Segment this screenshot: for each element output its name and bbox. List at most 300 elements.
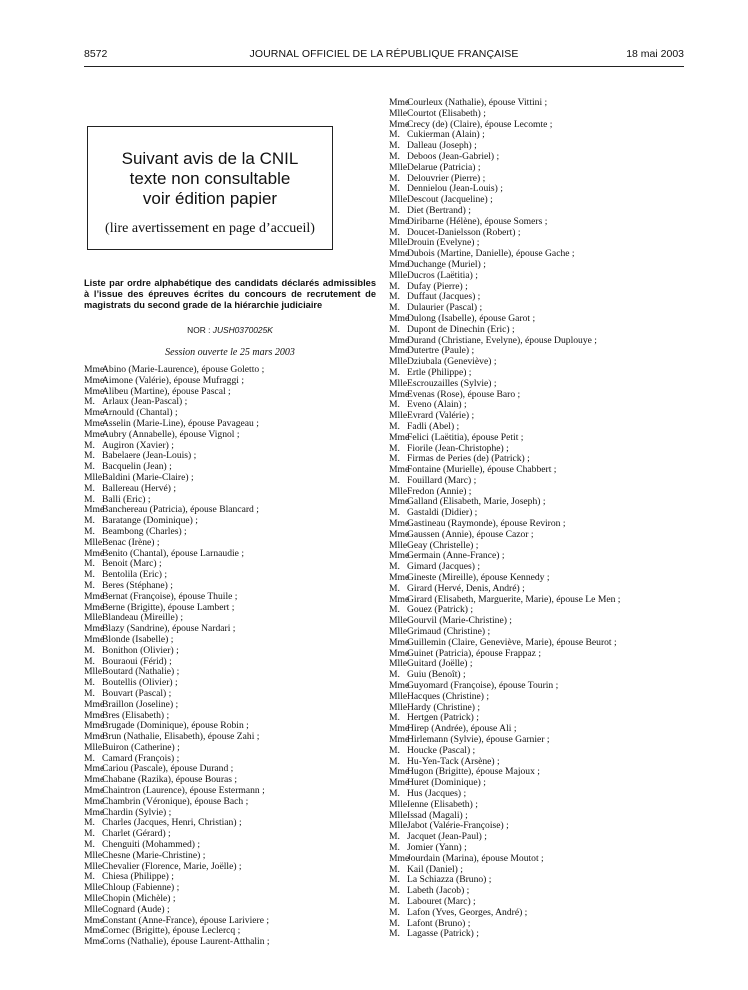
candidate-name: Hertgen (Patrick) ; [407, 712, 479, 724]
candidate-name: Hugon (Brigitte), épouse Majoux ; [407, 766, 540, 778]
candidate-title: Mlle [389, 701, 408, 713]
candidate-title: Mme [389, 647, 410, 659]
candidate-title: M. [84, 871, 95, 883]
candidate-name: La Schiazza (Bruno) ; [407, 874, 492, 886]
candidate-name: Gastaldi (Didier) ; [407, 507, 478, 519]
candidate-name: Cariou (Pascale), épouse Durand ; [102, 763, 234, 775]
candidate-name: Guyomard (Françoise), épouse Tourin ; [407, 680, 559, 692]
candidate-name: Evrard (Valérie) ; [407, 410, 475, 422]
candidate-name: Dufay (Pierre) ; [407, 280, 468, 292]
list-item [84, 646, 376, 657]
candidate-name: Bonithon (Olivier) ; [102, 644, 179, 656]
list-item [389, 746, 689, 757]
candidate-title: Mme [84, 785, 105, 797]
candidate-title: Mlle [389, 615, 408, 627]
candidate-title: M. [389, 399, 400, 411]
candidate-title: M. [84, 579, 95, 591]
candidate-name: Geay (Christelle) ; [407, 539, 479, 551]
candidate-name: Dalleau (Joseph) ; [407, 140, 477, 152]
candidate-title: M. [389, 885, 400, 897]
candidate-name: Bernat (Françoise), épouse Thuile ; [102, 590, 238, 602]
candidate-name: Hirep (Andrée), épouse Ali ; [407, 723, 517, 735]
candidate-title: Mme [389, 312, 410, 324]
candidate-name: Chesne (Marie-Christine) ; [102, 849, 206, 861]
candidate-name: Jabot (Valérie-Françoise) ; [407, 820, 509, 832]
list-item [84, 538, 376, 549]
candidate-title: Mme [84, 709, 105, 721]
candidate-title: Mme [389, 258, 410, 270]
session-line: Session ouverte le 25 mars 2003 [165, 347, 295, 358]
candidate-name: Cognard (Aude) ; [102, 903, 170, 915]
candidate-title: M. [389, 561, 400, 573]
candidate-title: M. [84, 450, 95, 462]
candidate-name: Jacquet (Jean-Paul) ; [407, 831, 487, 843]
candidate-name: Fredon (Annie) ; [407, 485, 472, 497]
candidate-title: Mlle [389, 410, 408, 422]
candidate-name: Gouez (Patrick) ; [407, 604, 474, 616]
candidate-title: Mlle [389, 809, 408, 821]
candidate-name: Bentolila (Eric) ; [102, 569, 168, 581]
candidate-name: Chopin (Michèle) ; [102, 893, 176, 905]
candidate-title: Mlle [389, 356, 408, 368]
page-number: 8572 [84, 48, 108, 60]
candidate-name: Balli (Eric) ; [102, 493, 151, 505]
candidate-name: Chenguiti (Mohammed) ; [102, 839, 201, 851]
candidate-name: Lafon (Yves, Georges, André) ; [407, 906, 528, 918]
candidate-name: Fadli (Abel) ; [407, 420, 460, 432]
candidate-name: Beres (Stéphane) ; [102, 579, 173, 591]
candidate-name: Chambrin (Véronique), épouse Bach ; [102, 795, 249, 807]
candidate-title: M. [389, 788, 400, 799]
candidate-title: Mme [84, 601, 105, 613]
candidate-name: Baldini (Marie-Claire) ; [102, 471, 194, 483]
candidate-name: Brun (Nathalie, Elisabeth), épouse Zahi ; [102, 731, 260, 743]
candidate-title: Mme [84, 925, 105, 937]
candidate-title: Mlle [389, 798, 408, 810]
candidate-title: M. [389, 129, 400, 141]
candidate-name: Grimaud (Christine) ; [407, 626, 491, 638]
candidate-name: Jomier (Yann) ; [407, 841, 467, 853]
candidate-name: Chiesa (Philippe) ; [102, 871, 174, 883]
candidate-name: Ballereau (Hervé) ; [102, 482, 177, 494]
candidate-title: Mme [84, 914, 105, 926]
candidates-right-column [389, 98, 689, 940]
candidate-title: Mlle [389, 658, 408, 670]
candidate-title: Mme [84, 417, 105, 429]
candidate-title: M. [389, 831, 400, 843]
nor-label: NOR : [187, 325, 211, 335]
candidate-title: Mme [84, 623, 105, 635]
candidate-title: M. [389, 928, 400, 940]
candidate-name: Hus (Jacques) ; [407, 788, 467, 799]
candidate-name: Brugade (Dominique), épouse Robin ; [102, 720, 249, 732]
candidate-title: Mme [84, 774, 105, 786]
candidate-name: Corns (Nathalie), épouse Laurent-Atthalin ; [102, 936, 270, 948]
candidate-title: M. [84, 439, 95, 451]
candidate-name: Durand (Christiane, Evelyne), épouse Duplouye ; [407, 334, 597, 346]
candidate-name: Augiron (Xavier) ; [102, 439, 174, 451]
candidate-name: Benito (Chantal), épouse Larnaudie ; [102, 547, 244, 559]
candidate-name: Felici (Laëtitia), épouse Petit ; [407, 431, 524, 443]
header-rule [84, 66, 684, 67]
candidate-name: Dziubala (Geneviève) ; [407, 356, 497, 368]
publication-date: 18 mai 2003 [626, 48, 684, 60]
candidate-name: Gastineau (Raymonde), épouse Reviron ; [407, 518, 566, 530]
candidate-title: Mlle [389, 690, 408, 702]
candidate-name: Babelaere (Jean-Louis) ; [102, 450, 197, 462]
candidate-name: Arnould (Chantal) ; [102, 407, 178, 419]
candidate-name: Hardy (Christine) ; [407, 701, 481, 713]
list-item [84, 376, 376, 387]
candidate-title: M. [84, 655, 95, 667]
list-item [84, 430, 376, 441]
cnil-notice-box [87, 126, 333, 250]
candidate-name: Asselin (Marie-Line), épouse Pavageau ; [102, 417, 259, 429]
candidate-name: Courleux (Nathalie), épouse Vittini ; [407, 97, 548, 108]
candidate-name: Boutard (Nathalie) ; [102, 666, 180, 678]
candidate-title: M. [84, 644, 95, 656]
journal-title: JOURNAL OFFICIEL DE LA RÉPUBLIQUE FRANÇAISE [249, 48, 519, 60]
candidate-title: M. [389, 280, 400, 292]
candidate-title: M. [84, 839, 95, 851]
candidate-title: Mlle [389, 626, 408, 638]
candidate-title: Mme [84, 633, 105, 645]
candidate-name: Diribarne (Hélène), épouse Somers ; [407, 215, 548, 227]
candidate-title: Mme [84, 364, 105, 375]
candidate-name: Benoit (Marc) ; [102, 558, 162, 570]
candidate-name: Baratange (Dominique) ; [102, 515, 198, 527]
candidate-title: M. [389, 507, 400, 519]
list-item [389, 163, 689, 174]
candidate-name: Chabane (Razika), épouse Bouras ; [102, 774, 238, 786]
candidate-name: Aimone (Valérie), épouse Mufraggi ; [102, 374, 244, 386]
candidate-name: Gaussen (Annie), épouse Cazor ; [407, 528, 534, 540]
list-item [389, 433, 689, 444]
candidate-title: Mlle [84, 882, 103, 894]
candidate-title: Mme [389, 345, 410, 357]
candidate-title: Mme [389, 97, 410, 108]
candidate-title: Mlle [84, 612, 103, 624]
candidate-name: Chardin (Sylvie) ; [102, 806, 172, 818]
list-item [389, 271, 689, 282]
candidate-name: Hirlemann (Sylvie), épouse Garnier ; [407, 734, 550, 746]
candidate-name: Evenas (Rose), épouse Baro ; [407, 388, 521, 400]
candidate-title: M. [84, 525, 95, 537]
candidate-name: Ertle (Philippe) ; [407, 366, 472, 378]
candidate-name: Benac (Irène) ; [102, 536, 160, 548]
candidate-title: Mlle [389, 539, 408, 551]
candidate-name: Descout (Jacqueline) ; [407, 194, 493, 206]
list-item [84, 484, 376, 495]
candidate-title: M. [389, 226, 400, 238]
candidate-name: Diet (Bertrand) ; [407, 204, 471, 216]
candidate-title: Mme [84, 720, 105, 732]
candidate-title: Mme [389, 215, 410, 227]
candidate-name: Cukierman (Alain) ; [407, 129, 485, 141]
candidate-title: M. [84, 569, 95, 581]
candidate-name: Gimard (Jacques) ; [407, 561, 480, 573]
candidate-title: Mme [84, 936, 105, 948]
candidate-title: Mlle [389, 377, 408, 389]
candidate-title: Mme [84, 504, 105, 516]
candidates-left-column [84, 365, 376, 948]
candidate-title: M. [389, 366, 400, 378]
candidate-name: Aubry (Annabelle), épouse Vignol ; [102, 428, 240, 440]
candidate-title: Mme [389, 766, 410, 778]
candidate-name: Hu-Yen-Tack (Arsène) ; [407, 755, 500, 767]
candidate-title: M. [389, 582, 400, 594]
candidate-name: Camard (François) ; [102, 752, 180, 764]
candidate-name: Fontaine (Murielle), épouse Chabbert ; [407, 464, 557, 476]
candidate-name: Labouret (Marc) ; [407, 895, 476, 907]
candidate-name: Drouin (Evelyne) ; [407, 237, 480, 249]
nor-code: JUSH0370025K [212, 325, 273, 335]
candidate-title: Mme [389, 334, 410, 346]
candidate-title: M. [389, 863, 400, 875]
candidate-name: Fiorile (Jean-Christophe) ; [407, 442, 509, 454]
list-item [389, 379, 689, 390]
candidate-title: Mme [84, 407, 105, 419]
candidate-title: Mme [389, 593, 410, 605]
candidate-title: M. [389, 841, 400, 853]
candidate-title: Mme [389, 496, 410, 508]
candidate-title: Mme [84, 547, 105, 559]
candidate-title: Mlle [84, 471, 103, 483]
candidate-title: Mlle [84, 666, 103, 678]
candidate-title: Mme [84, 698, 105, 710]
candidate-title: M. [389, 669, 400, 681]
list-item [389, 109, 689, 120]
candidate-name: Girard (Elisabeth, Marguerite, Marie), épouse Le Men ; [407, 593, 621, 605]
candidate-name: Buiron (Catherine) ; [102, 741, 180, 753]
candidate-name: Hacques (Christine) ; [407, 690, 490, 702]
candidate-title: M. [389, 474, 400, 486]
candidate-title: Mme [84, 374, 105, 386]
list-title: Liste par ordre alphabétique des candidats déclarés admissibles à l’issue des épreuves écrites du concours de recrutement de magistrats du second grade de la hiérarchie judiciaire [84, 278, 376, 310]
candidate-title: M. [84, 828, 95, 840]
candidate-name: Jourdain (Marina), épouse Moutot ; [407, 852, 544, 864]
candidate-title: M. [84, 515, 95, 527]
list-item [389, 800, 689, 811]
candidate-name: Dulong (Isabelle), épouse Garot ; [407, 312, 536, 324]
candidate-title: M. [389, 172, 400, 184]
candidate-title: M. [389, 453, 400, 465]
candidate-title: Mme [84, 806, 105, 818]
candidate-name: Dutertre (Paule) ; [407, 345, 475, 357]
candidate-name: Chloup (Fabienne) ; [102, 882, 180, 894]
candidate-title: Mlle [389, 161, 408, 173]
candidate-name: Issad (Magali) ; [407, 809, 468, 821]
candidate-name: Crecy (de) (Claire), épouse Lecomte ; [407, 118, 553, 130]
candidate-name: Banchereau (Patricia), épouse Blancard ; [102, 504, 259, 516]
candidate-title: M. [389, 150, 400, 162]
list-item [389, 325, 689, 336]
candidate-title: Mme [389, 518, 410, 530]
candidate-name: Courtot (Elisabeth) ; [407, 107, 486, 119]
candidate-title: Mlle [389, 237, 408, 249]
candidate-name: Bacquelin (Jean) ; [102, 461, 172, 473]
candidate-name: Guinet (Patricia), épouse Frappaz ; [407, 647, 541, 659]
candidate-title: M. [389, 604, 400, 616]
candidate-title: M. [389, 140, 400, 152]
candidate-name: Bres (Elisabeth) ; [102, 709, 170, 721]
candidate-title: Mme [389, 528, 410, 540]
candidate-name: Boutellis (Olivier) ; [102, 677, 178, 689]
candidate-title: Mlle [389, 269, 408, 281]
candidate-title: M. [389, 204, 400, 216]
candidate-name: Deboos (Jean-Gabriel) ; [407, 150, 500, 162]
candidate-name: Escrouzailles (Sylvie) ; [407, 377, 497, 389]
candidate-name: Gineste (Mireille), épouse Kennedy ; [407, 572, 550, 584]
list-item [389, 929, 689, 940]
candidate-name: Braillon (Joseline) ; [102, 698, 179, 710]
candidate-name: Fouillard (Marc) ; [407, 474, 477, 486]
candidate-title: Mme [389, 852, 410, 864]
candidate-name: Beambong (Charles) ; [102, 525, 187, 537]
candidate-title: M. [389, 917, 400, 929]
candidate-title: Mlle [389, 485, 408, 497]
notice-line-1: Suivant avis de la CNIL [121, 149, 299, 168]
candidate-name: Dulaurier (Pascal) ; [407, 302, 483, 314]
candidate-name: Gourvil (Marie-Christine) ; [407, 615, 512, 627]
candidate-name: Dupont de Dinechin (Eric) ; [407, 323, 515, 335]
candidate-name: Cornec (Brigitte), épouse Leclercq ; [102, 925, 241, 937]
candidate-name: Firmas de Peries (de) (Patrick) ; [407, 453, 530, 465]
candidate-title: Mlle [84, 536, 103, 548]
candidate-name: Constant (Anne-France), épouse Lariviere ; [102, 914, 270, 926]
candidate-title: M. [389, 183, 400, 195]
candidate-name: Houcke (Pascal) ; [407, 744, 476, 756]
candidate-name: Chevalier (Florence, Marie, Joëlle) ; [102, 860, 242, 872]
candidate-title: M. [389, 874, 400, 886]
candidate-name: Berne (Brigitte), épouse Lambert ; [102, 601, 235, 613]
candidate-title: M. [389, 302, 400, 314]
candidate-name: Kail (Daniel) ; [407, 863, 463, 875]
candidate-title: M. [84, 558, 95, 570]
candidate-title: Mme [389, 248, 410, 260]
candidate-name: Delouvrier (Pierre) ; [407, 172, 486, 184]
candidate-title: M. [389, 906, 400, 918]
candidate-title: M. [84, 493, 95, 505]
list-item [84, 592, 376, 603]
candidate-name: Eveno (Alain) ; [407, 399, 467, 411]
candidate-name: Bouvart (Pascal) ; [102, 687, 172, 699]
candidate-title: Mme [84, 428, 105, 440]
candidate-name: Blazy (Sandrine), épouse Nardari ; [102, 623, 236, 635]
candidate-title: Mme [389, 118, 410, 130]
candidate-title: M. [84, 482, 95, 494]
candidate-title: M. [389, 323, 400, 335]
candidate-title: Mme [84, 795, 105, 807]
candidate-name: Abino (Marie-Laurence), épouse Goletto ; [102, 364, 265, 375]
candidate-title: Mlle [84, 860, 103, 872]
candidate-title: M. [389, 442, 400, 454]
page-header [84, 48, 684, 64]
notice-line-2: texte non consultable [129, 169, 291, 188]
candidate-title: Mme [389, 431, 410, 443]
list-item [389, 908, 689, 919]
candidate-title: Mlle [389, 107, 408, 119]
candidate-title: M. [84, 396, 95, 408]
candidate-title: Mme [389, 550, 410, 562]
candidate-title: Mlle [84, 741, 103, 753]
list-item [389, 692, 689, 703]
candidate-name: Dubois (Martine, Danielle), épouse Gache ; [407, 248, 575, 260]
candidate-title: Mlle [389, 820, 408, 832]
candidate-name: Labeth (Jacob) ; [407, 885, 470, 897]
candidate-title: Mme [84, 590, 105, 602]
candidate-title: Mme [84, 385, 105, 397]
candidate-name: Dennielou (Jean-Louis) ; [407, 183, 503, 195]
candidate-title: M. [389, 744, 400, 756]
candidate-title: Mlle [389, 194, 408, 206]
candidate-title: Mlle [84, 893, 103, 905]
candidate-title: M. [389, 895, 400, 907]
candidate-title: Mme [389, 388, 410, 400]
candidate-name: Germain (Anne-France) ; [407, 550, 505, 562]
candidate-name: Lagasse (Patrick) ; [407, 928, 479, 940]
list-item [84, 937, 376, 948]
candidate-title: M. [389, 291, 400, 303]
candidate-title: Mme [389, 636, 410, 648]
candidate-name: Charles (Jacques, Henri, Christian) ; [102, 817, 242, 829]
candidate-name: Duchange (Muriel) ; [407, 258, 486, 270]
candidate-title: M. [84, 817, 95, 829]
list-item [84, 700, 376, 711]
candidate-name: Delarue (Patricia) ; [407, 161, 481, 173]
notice-line-3: voir édition papier [142, 189, 278, 208]
candidate-name: Bouraoui (Férid) ; [102, 655, 172, 667]
candidate-title: M. [389, 712, 400, 724]
notice-line-4: (lire avertissement en page d’accueil) [105, 221, 315, 236]
candidate-title: M. [84, 677, 95, 689]
candidate-name: Galland (Elisabeth, Marie, Joseph) ; [407, 496, 546, 508]
candidate-name: Ducros (Laëtitia) ; [407, 269, 478, 281]
candidate-title: M. [84, 687, 95, 699]
candidate-name: Doucet-Danielsson (Robert) ; [407, 226, 521, 238]
candidate-title: M. [84, 752, 95, 764]
candidate-title: Mlle [84, 849, 103, 861]
candidate-name: Alibeu (Martine), épouse Pascal ; [102, 385, 231, 397]
candidate-name: Guitard (Joëlle) ; [407, 658, 473, 670]
candidate-title: M. [84, 461, 95, 473]
candidate-name: Guillemin (Claire, Geneviève, Marie), épouse Beurot ; [407, 636, 617, 648]
candidate-title: Mme [84, 763, 105, 775]
candidate-name: Girard (Hervé, Denis, André) ; [407, 582, 525, 594]
candidate-name: Guiu (Benoît) ; [407, 669, 466, 681]
candidate-title: Mme [84, 731, 105, 743]
candidate-name: Duffaut (Jacques) ; [407, 291, 481, 303]
candidate-name: Charlet (Gérard) ; [102, 828, 171, 840]
candidate-title: Mme [389, 734, 410, 746]
candidate-title: M. [389, 755, 400, 767]
candidate-name: Chaintron (Laurence), épouse Estermann ; [102, 785, 265, 797]
candidate-name: Lafont (Bruno) ; [407, 917, 471, 929]
candidate-name: Blonde (Isabelle) ; [102, 633, 174, 645]
candidate-title: Mme [389, 723, 410, 735]
candidate-title: Mlle [84, 903, 103, 915]
candidate-name: Arlaux (Jean-Pascal) ; [102, 396, 188, 408]
nor-reference [84, 325, 376, 335]
candidate-title: Mme [389, 572, 410, 584]
candidate-name: Ienne (Elisabeth) ; [407, 798, 478, 810]
candidate-name: Blandeau (Mireille) ; [102, 612, 183, 624]
candidate-name: Huret (Dominique) ; [407, 777, 486, 789]
candidate-title: M. [389, 420, 400, 432]
candidate-title: Mme [389, 680, 410, 692]
candidate-title: Mme [389, 464, 410, 476]
list-item [389, 217, 689, 228]
